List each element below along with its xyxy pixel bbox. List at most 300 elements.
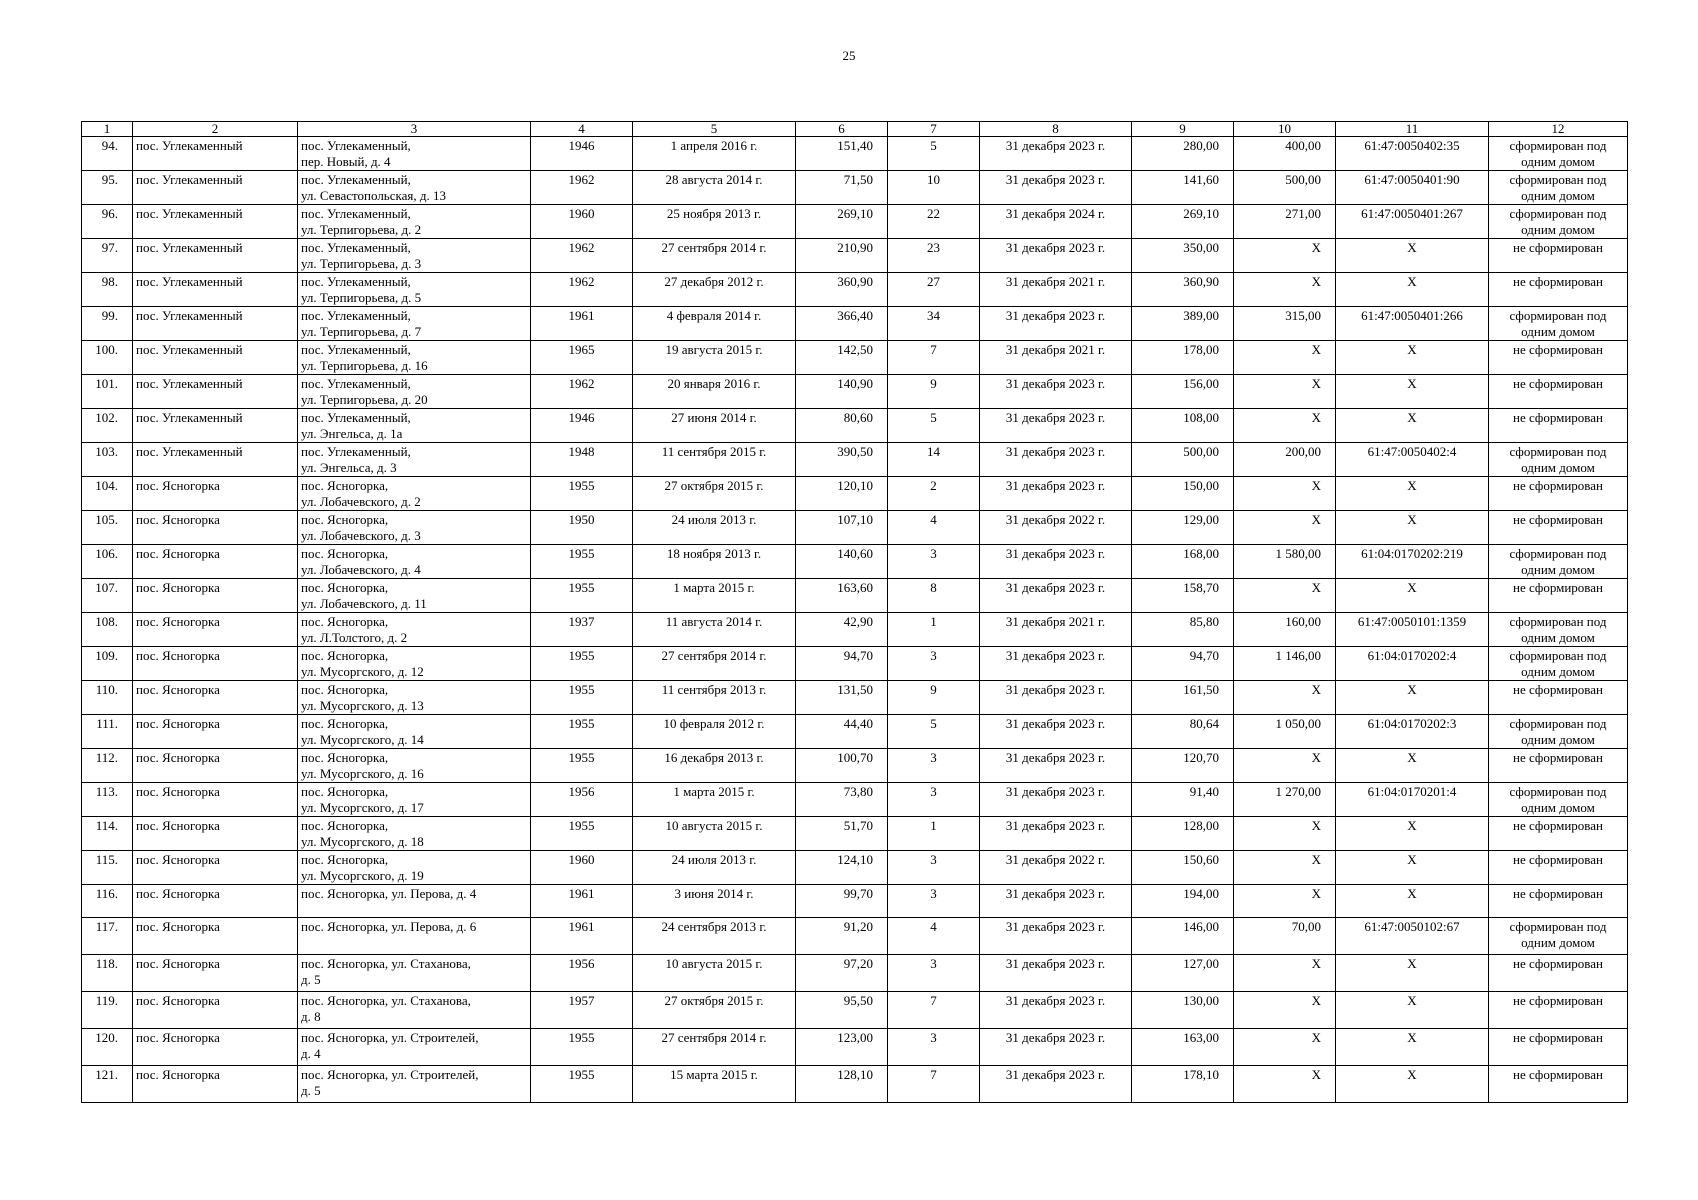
address-cell	[298, 817, 531, 851]
cadastral-number-cell: 61:47:0050401:267	[1336, 205, 1489, 239]
address-cell	[298, 579, 531, 613]
cadastral-number-cell: Х	[1336, 239, 1489, 273]
value-cell: 194,00	[1132, 885, 1234, 918]
land-status-cell-line: одним домом	[1521, 154, 1595, 169]
land-status-cell	[1489, 511, 1628, 545]
year-cell: 1955	[531, 579, 633, 613]
settlement-cell: пос. Ясногорка	[133, 545, 298, 579]
land-status-cell-line: не сформирован	[1512, 993, 1603, 1008]
address-cell	[298, 511, 531, 545]
residents-cell: 27	[888, 273, 980, 307]
value-cell: 163,00	[1132, 1029, 1234, 1066]
land-area-cell: 160,00	[1234, 613, 1336, 647]
row-number-cell: 97.	[82, 239, 133, 273]
address-cell-line: пос. Ясногорка,	[301, 784, 389, 799]
table-row	[82, 885, 1628, 918]
area-cell: 91,20	[796, 918, 888, 955]
land-status-cell-line: не сформирован	[1512, 376, 1603, 391]
land-status-cell-line: не сформирован	[1512, 956, 1603, 971]
address-cell-line: д. 5	[301, 972, 321, 987]
table-row	[82, 613, 1628, 647]
residents-cell: 23	[888, 239, 980, 273]
land-area-cell: 315,00	[1234, 307, 1336, 341]
land-status-cell-line: не сформирован	[1512, 580, 1603, 595]
land-status-cell-line: не сформирован	[1512, 852, 1603, 867]
address-cell-line: ул. Мусоргского, д. 14	[301, 732, 424, 747]
residents-cell: 3	[888, 647, 980, 681]
land-status-cell	[1489, 1029, 1628, 1066]
residents-cell: 1	[888, 613, 980, 647]
recognition-date-cell: 25 ноября 2013 г.	[633, 205, 796, 239]
address-cell	[298, 545, 531, 579]
land-status-cell	[1489, 1066, 1628, 1103]
row-number-cell: 104.	[82, 477, 133, 511]
address-cell-line: пос. Ясногорка,	[301, 852, 389, 867]
row-number-cell: 110.	[82, 681, 133, 715]
settlement-cell: пос. Ясногорка	[133, 613, 298, 647]
year-cell: 1965	[531, 341, 633, 375]
table-row	[82, 273, 1628, 307]
housing-register-table	[81, 121, 1628, 1103]
row-number-cell: 94.	[82, 137, 133, 171]
row-number-cell: 113.	[82, 783, 133, 817]
residents-cell: 22	[888, 205, 980, 239]
area-cell: 94,70	[796, 647, 888, 681]
value-cell: 161,50	[1132, 681, 1234, 715]
year-cell: 1955	[531, 1066, 633, 1103]
cadastral-number-cell: 61:04:0170201:4	[1336, 783, 1489, 817]
land-area-cell: Х	[1234, 885, 1336, 918]
recognition-date-cell: 24 июля 2013 г.	[633, 511, 796, 545]
recognition-date-cell: 27 июня 2014 г.	[633, 409, 796, 443]
area-cell: 366,40	[796, 307, 888, 341]
land-status-cell	[1489, 647, 1628, 681]
address-cell	[298, 749, 531, 783]
residents-cell: 3	[888, 955, 980, 992]
address-cell	[298, 1029, 531, 1066]
value-cell: 130,00	[1132, 992, 1234, 1029]
resettlement-deadline-cell: 31 декабря 2024 г.	[980, 205, 1132, 239]
land-status-cell-line: не сформирован	[1512, 1030, 1603, 1045]
address-cell-line: д. 4	[301, 1046, 321, 1061]
value-cell: 350,00	[1132, 239, 1234, 273]
cadastral-number-cell: 61:04:0170202:219	[1336, 545, 1489, 579]
land-area-cell: Х	[1234, 239, 1336, 273]
address-cell	[298, 715, 531, 749]
area-cell: 97,20	[796, 955, 888, 992]
value-cell: 150,60	[1132, 851, 1234, 885]
column-number: 10	[1234, 122, 1336, 137]
land-status-cell-line: одним домом	[1521, 324, 1595, 339]
year-cell: 1961	[531, 885, 633, 918]
cadastral-number-cell: 61:04:0170202:3	[1336, 715, 1489, 749]
year-cell: 1955	[531, 545, 633, 579]
settlement-cell: пос. Углекаменный	[133, 409, 298, 443]
address-cell-line: пос. Ясногорка,	[301, 478, 389, 493]
land-status-cell	[1489, 715, 1628, 749]
recognition-date-cell: 27 октября 2015 г.	[633, 477, 796, 511]
residents-cell: 3	[888, 1029, 980, 1066]
land-status-cell	[1489, 205, 1628, 239]
recognition-date-cell: 19 августа 2015 г.	[633, 341, 796, 375]
settlement-cell: пос. Ясногорка	[133, 1029, 298, 1066]
land-area-cell: Х	[1234, 341, 1336, 375]
address-cell-line: ул. Терпигорьева, д. 7	[301, 324, 422, 339]
address-cell-line: ул. Лобачевского, д. 11	[301, 596, 427, 611]
resettlement-deadline-cell: 31 декабря 2023 г.	[980, 885, 1132, 918]
area-cell: 42,90	[796, 613, 888, 647]
cadastral-number-cell: 61:04:0170202:4	[1336, 647, 1489, 681]
address-cell-line: ул. Терпигорьева, д. 3	[301, 256, 422, 271]
area-cell: 140,60	[796, 545, 888, 579]
row-number-cell: 109.	[82, 647, 133, 681]
resettlement-deadline-cell: 31 декабря 2023 г.	[980, 409, 1132, 443]
land-status-cell-line: сформирован под	[1509, 919, 1607, 934]
area-cell: 120,10	[796, 477, 888, 511]
row-number-cell: 118.	[82, 955, 133, 992]
address-cell-line: пос. Ясногорка, ул. Строителей,	[301, 1030, 479, 1045]
residents-cell: 3	[888, 885, 980, 918]
address-cell	[298, 885, 531, 918]
address-cell-line: ул. Мусоргского, д. 19	[301, 868, 424, 883]
land-status-cell-line: не сформирован	[1512, 342, 1603, 357]
resettlement-deadline-cell: 31 декабря 2023 г.	[980, 579, 1132, 613]
recognition-date-cell: 1 марта 2015 г.	[633, 579, 796, 613]
recognition-date-cell: 10 августа 2015 г.	[633, 817, 796, 851]
address-cell-line: д. 8	[301, 1009, 321, 1024]
address-cell-line: ул. Энгельса, д. 3	[301, 460, 397, 475]
land-status-cell-line: одним домом	[1521, 460, 1595, 475]
value-cell: 178,10	[1132, 1066, 1234, 1103]
settlement-cell: пос. Ясногорка	[133, 511, 298, 545]
address-cell-line: пос. Углекаменный,	[301, 172, 411, 187]
resettlement-deadline-cell: 31 декабря 2023 г.	[980, 918, 1132, 955]
land-area-cell: Х	[1234, 817, 1336, 851]
cadastral-number-cell: Х	[1336, 409, 1489, 443]
recognition-date-cell: 27 октября 2015 г.	[633, 992, 796, 1029]
land-status-cell	[1489, 239, 1628, 273]
residents-cell: 5	[888, 409, 980, 443]
address-cell	[298, 341, 531, 375]
settlement-cell: пос. Ясногорка	[133, 1066, 298, 1103]
column-number: 9	[1132, 122, 1234, 137]
land-area-cell: 1 270,00	[1234, 783, 1336, 817]
row-number-cell: 112.	[82, 749, 133, 783]
land-status-cell-line: не сформирован	[1512, 750, 1603, 765]
address-cell	[298, 681, 531, 715]
area-cell: 128,10	[796, 1066, 888, 1103]
address-cell-line: пос. Углекаменный,	[301, 308, 411, 323]
row-number-cell: 105.	[82, 511, 133, 545]
land-area-cell: 400,00	[1234, 137, 1336, 171]
address-cell-line: пос. Ясногорка,	[301, 750, 389, 765]
land-status-cell	[1489, 477, 1628, 511]
settlement-cell: пос. Ясногорка	[133, 992, 298, 1029]
year-cell: 1960	[531, 851, 633, 885]
land-status-cell	[1489, 783, 1628, 817]
value-cell: 168,00	[1132, 545, 1234, 579]
value-cell: 127,00	[1132, 955, 1234, 992]
land-status-cell	[1489, 992, 1628, 1029]
year-cell: 1961	[531, 918, 633, 955]
cadastral-number-cell: Х	[1336, 749, 1489, 783]
recognition-date-cell: 27 сентября 2014 г.	[633, 1029, 796, 1066]
recognition-date-cell: 24 июля 2013 г.	[633, 851, 796, 885]
table-row	[82, 443, 1628, 477]
cadastral-number-cell: Х	[1336, 511, 1489, 545]
row-number-cell: 114.	[82, 817, 133, 851]
settlement-cell: пос. Ясногорка	[133, 817, 298, 851]
value-cell: 178,00	[1132, 341, 1234, 375]
address-cell-line: пос. Углекаменный,	[301, 376, 411, 391]
area-cell: 99,70	[796, 885, 888, 918]
address-cell-line: пос. Углекаменный,	[301, 240, 411, 255]
resettlement-deadline-cell: 31 декабря 2023 г.	[980, 681, 1132, 715]
settlement-cell: пос. Ясногорка	[133, 681, 298, 715]
resettlement-deadline-cell: 31 декабря 2023 г.	[980, 375, 1132, 409]
cadastral-number-cell: Х	[1336, 885, 1489, 918]
resettlement-deadline-cell: 31 декабря 2023 г.	[980, 443, 1132, 477]
table-row	[82, 918, 1628, 955]
land-status-cell	[1489, 749, 1628, 783]
settlement-cell: пос. Ясногорка	[133, 579, 298, 613]
resettlement-deadline-cell: 31 декабря 2023 г.	[980, 647, 1132, 681]
residents-cell: 1	[888, 817, 980, 851]
land-status-cell-line: одним домом	[1521, 188, 1595, 203]
area-cell: 100,70	[796, 749, 888, 783]
address-cell-line: пос. Ясногорка,	[301, 648, 389, 663]
land-area-cell: Х	[1234, 749, 1336, 783]
year-cell: 1955	[531, 1029, 633, 1066]
land-area-cell: 200,00	[1234, 443, 1336, 477]
land-status-cell-line: сформирован под	[1509, 546, 1607, 561]
land-area-cell: Х	[1234, 1066, 1336, 1103]
address-cell-line: ул. Мусоргского, д. 13	[301, 698, 424, 713]
land-status-cell	[1489, 955, 1628, 992]
value-cell: 389,00	[1132, 307, 1234, 341]
recognition-date-cell: 11 сентября 2015 г.	[633, 443, 796, 477]
land-status-cell-line: не сформирован	[1512, 274, 1603, 289]
settlement-cell: пос. Углекаменный	[133, 443, 298, 477]
table-row	[82, 239, 1628, 273]
area-cell: 80,60	[796, 409, 888, 443]
residents-cell: 4	[888, 918, 980, 955]
value-cell: 91,40	[1132, 783, 1234, 817]
land-area-cell: Х	[1234, 955, 1336, 992]
address-cell-line: пос. Ясногорка,	[301, 614, 389, 629]
area-cell: 151,40	[796, 137, 888, 171]
land-status-cell-line: одним домом	[1521, 800, 1595, 815]
settlement-cell: пос. Ясногорка	[133, 715, 298, 749]
address-cell	[298, 307, 531, 341]
cadastral-number-cell: 61:47:0050401:90	[1336, 171, 1489, 205]
address-cell-line: пос. Ясногорка,	[301, 682, 389, 697]
table-row	[82, 545, 1628, 579]
area-cell: 124,10	[796, 851, 888, 885]
cadastral-number-cell: Х	[1336, 375, 1489, 409]
settlement-cell: пос. Углекаменный	[133, 273, 298, 307]
year-cell: 1946	[531, 409, 633, 443]
area-cell: 95,50	[796, 992, 888, 1029]
address-cell-line: ул. Мусоргского, д. 12	[301, 664, 424, 679]
settlement-cell: пос. Углекаменный	[133, 341, 298, 375]
address-cell	[298, 443, 531, 477]
settlement-cell: пос. Углекаменный	[133, 375, 298, 409]
resettlement-deadline-cell: 31 декабря 2023 г.	[980, 715, 1132, 749]
settlement-cell: пос. Ясногорка	[133, 885, 298, 918]
column-number: 1	[82, 122, 133, 137]
settlement-cell: пос. Углекаменный	[133, 205, 298, 239]
residents-cell: 5	[888, 137, 980, 171]
year-cell: 1961	[531, 307, 633, 341]
cadastral-number-cell: Х	[1336, 1066, 1489, 1103]
resettlement-deadline-cell: 31 декабря 2023 г.	[980, 307, 1132, 341]
row-number-cell: 99.	[82, 307, 133, 341]
table-row	[82, 409, 1628, 443]
recognition-date-cell: 11 августа 2014 г.	[633, 613, 796, 647]
column-number: 5	[633, 122, 796, 137]
table-row	[82, 341, 1628, 375]
settlement-cell: пос. Углекаменный	[133, 137, 298, 171]
address-cell-line: пос. Углекаменный,	[301, 410, 411, 425]
recognition-date-cell: 27 сентября 2014 г.	[633, 239, 796, 273]
residents-cell: 10	[888, 171, 980, 205]
residents-cell: 4	[888, 511, 980, 545]
address-cell-line: пос. Углекаменный,	[301, 444, 411, 459]
land-status-cell	[1489, 375, 1628, 409]
value-cell: 80,64	[1132, 715, 1234, 749]
column-number: 6	[796, 122, 888, 137]
table-row	[82, 681, 1628, 715]
resettlement-deadline-cell: 31 декабря 2023 г.	[980, 992, 1132, 1029]
land-status-cell-line: не сформирован	[1512, 410, 1603, 425]
year-cell: 1962	[531, 375, 633, 409]
address-cell-line: пос. Ясногорка,	[301, 546, 389, 561]
address-cell	[298, 918, 531, 955]
cadastral-number-cell: Х	[1336, 341, 1489, 375]
land-area-cell: 70,00	[1234, 918, 1336, 955]
table-row	[82, 375, 1628, 409]
address-cell	[298, 273, 531, 307]
year-cell: 1955	[531, 647, 633, 681]
row-number-cell: 120.	[82, 1029, 133, 1066]
table-row	[82, 817, 1628, 851]
address-cell-line: пос. Ясногорка, ул. Строителей,	[301, 1067, 479, 1082]
recognition-date-cell: 20 января 2016 г.	[633, 375, 796, 409]
row-number-cell: 95.	[82, 171, 133, 205]
land-area-cell: Х	[1234, 511, 1336, 545]
cadastral-number-cell: 61:47:0050401:266	[1336, 307, 1489, 341]
resettlement-deadline-cell: 31 декабря 2023 г.	[980, 1066, 1132, 1103]
row-number-cell: 115.	[82, 851, 133, 885]
address-cell-line: ул. Мусоргского, д. 17	[301, 800, 424, 815]
column-number: 11	[1336, 122, 1489, 137]
resettlement-deadline-cell: 31 декабря 2022 г.	[980, 851, 1132, 885]
value-cell: 120,70	[1132, 749, 1234, 783]
row-number-cell: 98.	[82, 273, 133, 307]
address-cell-line: пос. Ясногорка, ул. Стаханова,	[301, 956, 471, 971]
address-cell-line: ул. Севастопольская, д. 13	[301, 188, 446, 203]
value-cell: 94,70	[1132, 647, 1234, 681]
address-cell	[298, 409, 531, 443]
land-status-cell	[1489, 443, 1628, 477]
land-status-cell-line: сформирован под	[1509, 138, 1607, 153]
residents-cell: 7	[888, 992, 980, 1029]
land-status-cell-line: сформирован под	[1509, 648, 1607, 663]
land-area-cell: Х	[1234, 375, 1336, 409]
row-number-cell: 111.	[82, 715, 133, 749]
table-row	[82, 1029, 1628, 1066]
address-cell	[298, 477, 531, 511]
recognition-date-cell: 18 ноября 2013 г.	[633, 545, 796, 579]
land-status-cell	[1489, 307, 1628, 341]
address-cell	[298, 992, 531, 1029]
land-status-cell-line: одним домом	[1521, 732, 1595, 747]
address-cell-line: д. 5	[301, 1083, 321, 1098]
cadastral-number-cell: 61:47:0050402:4	[1336, 443, 1489, 477]
land-status-cell-line: не сформирован	[1512, 240, 1603, 255]
year-cell: 1955	[531, 477, 633, 511]
land-area-cell: Х	[1234, 1029, 1336, 1066]
cadastral-number-cell: Х	[1336, 992, 1489, 1029]
address-cell	[298, 171, 531, 205]
year-cell: 1962	[531, 171, 633, 205]
recognition-date-cell: 11 сентября 2013 г.	[633, 681, 796, 715]
area-cell: 123,00	[796, 1029, 888, 1066]
recognition-date-cell: 1 апреля 2016 г.	[633, 137, 796, 171]
value-cell: 150,00	[1132, 477, 1234, 511]
resettlement-deadline-cell: 31 декабря 2021 г.	[980, 273, 1132, 307]
table-row	[82, 715, 1628, 749]
land-area-cell: Х	[1234, 851, 1336, 885]
cadastral-number-cell: Х	[1336, 955, 1489, 992]
address-cell-line: ул. Лобачевского, д. 3	[301, 528, 421, 543]
settlement-cell: пос. Углекаменный	[133, 171, 298, 205]
table-row	[82, 749, 1628, 783]
address-cell	[298, 137, 531, 171]
address-cell	[298, 205, 531, 239]
table-row	[82, 171, 1628, 205]
table-row	[82, 647, 1628, 681]
cadastral-number-cell: Х	[1336, 681, 1489, 715]
row-number-cell: 103.	[82, 443, 133, 477]
recognition-date-cell: 3 июня 2014 г.	[633, 885, 796, 918]
land-status-cell	[1489, 409, 1628, 443]
land-status-cell	[1489, 137, 1628, 171]
land-area-cell: Х	[1234, 409, 1336, 443]
resettlement-deadline-cell: 31 декабря 2023 г.	[980, 783, 1132, 817]
land-status-cell-line: сформирован под	[1509, 444, 1607, 459]
address-cell-line: пос. Углекаменный,	[301, 342, 411, 357]
value-cell: 128,00	[1132, 817, 1234, 851]
land-status-cell-line: не сформирован	[1512, 512, 1603, 527]
address-cell	[298, 851, 531, 885]
recognition-date-cell: 10 августа 2015 г.	[633, 955, 796, 992]
column-number: 2	[133, 122, 298, 137]
resettlement-deadline-cell: 31 декабря 2023 г.	[980, 137, 1132, 171]
cadastral-number-cell: 61:47:0050402:35	[1336, 137, 1489, 171]
year-cell: 1956	[531, 783, 633, 817]
resettlement-deadline-cell: 31 декабря 2022 г.	[980, 511, 1132, 545]
row-number-cell: 116.	[82, 885, 133, 918]
area-cell: 142,50	[796, 341, 888, 375]
land-area-cell: 271,00	[1234, 205, 1336, 239]
value-cell: 129,00	[1132, 511, 1234, 545]
table-row	[82, 307, 1628, 341]
address-cell-line: пос. Ясногорка,	[301, 818, 389, 833]
resettlement-deadline-cell: 31 декабря 2021 г.	[980, 341, 1132, 375]
year-cell: 1955	[531, 749, 633, 783]
